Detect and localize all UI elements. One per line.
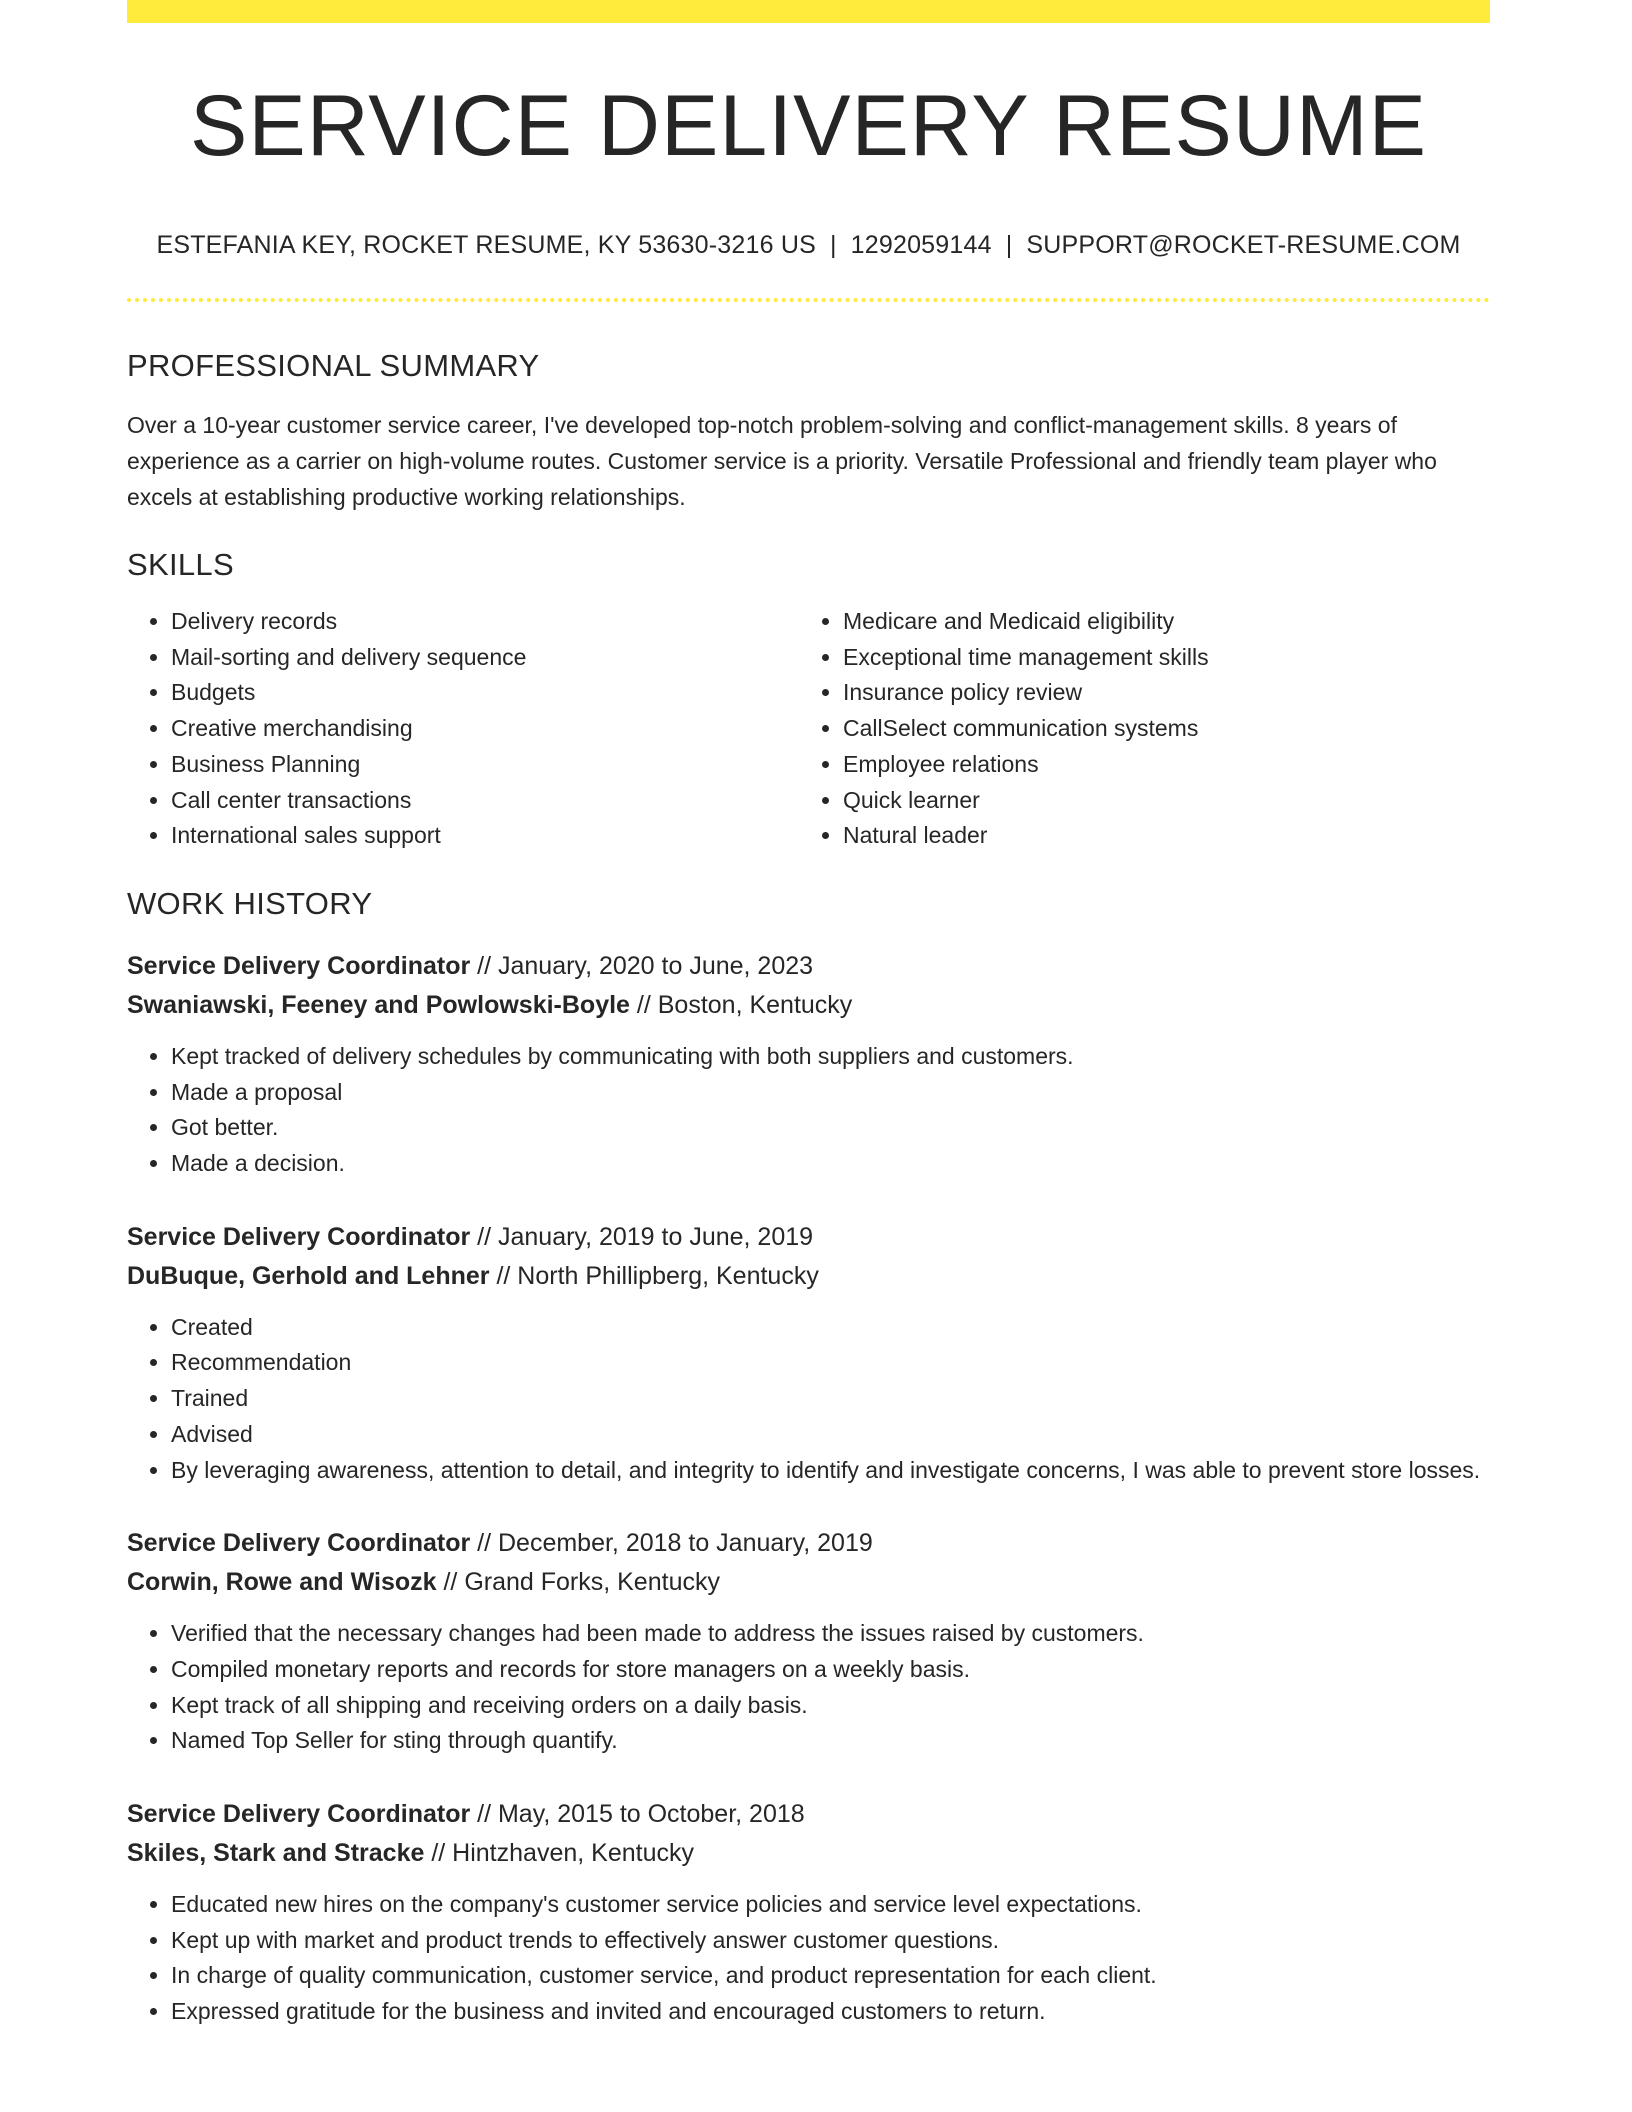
skill-item: • Exceptional time management skills: [843, 640, 1471, 676]
job-company-line: [127, 986, 1490, 1025]
skill-item: • Quick learner: [843, 783, 1471, 819]
skill-item: • CallSelect communication systems: [843, 711, 1471, 747]
work-history-heading: WORK HISTORY: [127, 885, 373, 921]
job-bullet: • Made a proposal: [171, 1075, 1490, 1111]
skill-item: • Business Planning: [171, 747, 799, 783]
skills-grid: [127, 604, 1490, 854]
job-bullet: • Trained: [171, 1381, 1490, 1417]
job-bullets: [127, 1616, 1490, 1759]
skills-right-column: [799, 604, 1471, 854]
skills-heading: SKILLS: [127, 547, 234, 582]
summary-text: Over a 10-year customer service career, I've developed top-notch problem-solving and conflict-management skills. 8 years of experience as a carrier on high-volume routes. Customer service is a priority. Versatile Professional and friendly team player who excels at establishing productive working relationships.: [127, 412, 1437, 510]
job-company: DuBuque, Gerhold and Lehner: [127, 1261, 490, 1290]
contact-separator: |: [1005, 231, 1013, 259]
contact-phone: 1292059144: [850, 231, 992, 259]
job-dates: // January, 2020 to June, 2023: [470, 951, 814, 980]
job-entry: [127, 1218, 1490, 1489]
job-dates: // January, 2019 to June, 2019: [470, 1222, 814, 1251]
job-bullet: • Made a decision.: [171, 1146, 1490, 1182]
resume-title: SERVICE DELIVERY RESUME: [190, 78, 1427, 174]
skill-item: • Insurance policy review: [843, 675, 1471, 711]
skill-item: • Natural leader: [843, 818, 1471, 854]
job-bullet: • Recommendation: [171, 1345, 1490, 1381]
job-bullets: [127, 1887, 1490, 2030]
job-bullet: • Kept up with market and product trends to effectively answer customer questions.: [171, 1923, 1490, 1959]
job-bullet: • Expressed gratitude for the business and invited and encouraged customers to return.: [171, 1994, 1490, 2030]
resume-page: [127, 0, 1490, 2030]
job-title: Service Delivery Coordinator: [127, 1529, 471, 1558]
job-bullet: • In charge of quality communication, customer service, and product representation for each client.: [171, 1958, 1490, 1994]
job-company: Skiles, Stark and Stracke: [127, 1839, 425, 1868]
job-company: Swaniawski, Feeney and Powlowski-Boyle: [127, 990, 630, 1019]
skill-item: • Mail-sorting and delivery sequence: [171, 640, 799, 676]
dotted-divider: [127, 298, 1490, 302]
job-entry: [127, 1524, 1490, 1759]
job-bullet: • Compiled monetary reports and records for store managers on a weekly basis.: [171, 1652, 1490, 1688]
job-bullet: • Kept track of all shipping and receiving orders on a daily basis.: [171, 1688, 1490, 1724]
job-title-line: [127, 1524, 1490, 1563]
skill-item: • Employee relations: [843, 747, 1471, 783]
job-bullet: • Verified that the necessary changes had been made to address the issues raised by customers.: [171, 1616, 1490, 1652]
skills-left-column: [127, 604, 799, 854]
job-dates: // December, 2018 to January, 2019: [470, 1529, 873, 1558]
job-company-line: [127, 1563, 1490, 1602]
skill-item: • Call center transactions: [171, 783, 799, 819]
summary-heading: PROFESSIONAL SUMMARY: [127, 348, 540, 383]
job-title-line: [127, 1795, 1490, 1834]
skill-item: • Medicare and Medicaid eligibility: [843, 604, 1471, 640]
job-entry: [127, 1795, 1490, 2030]
contact-line: [127, 233, 1490, 258]
skill-item: • International sales support: [171, 818, 799, 854]
job-location: // Boston, Kentucky: [629, 990, 853, 1019]
job-bullet: • By leveraging awareness, attention to detail, and integrity to identify and investigate concerns, I was able to prevent store losses.: [171, 1453, 1490, 1489]
job-bullet: • Got better.: [171, 1110, 1490, 1146]
skill-item: • Budgets: [171, 675, 799, 711]
job-bullet: • Named Top Seller for sting through quantify.: [171, 1723, 1490, 1759]
job-location: // Grand Forks, Kentucky: [436, 1568, 720, 1597]
job-dates: // May, 2015 to October, 2018: [470, 1800, 805, 1829]
job-bullets: [127, 1039, 1490, 1182]
job-company-line: [127, 1834, 1490, 1873]
contact-separator: |: [829, 231, 837, 259]
contact-address: ESTEFANIA KEY, ROCKET RESUME, KY 53630-3216 US: [156, 231, 816, 259]
job-entry: [127, 947, 1490, 1182]
job-bullet: • Advised: [171, 1417, 1490, 1453]
skill-item: • Creative merchandising: [171, 711, 799, 747]
job-bullets: [127, 1310, 1490, 1489]
job-title-line: [127, 947, 1490, 986]
job-title: Service Delivery Coordinator: [127, 1222, 471, 1251]
job-location: // North Phillipberg, Kentucky: [489, 1261, 819, 1290]
job-bullet: • Created: [171, 1310, 1490, 1346]
contact-email: SUPPORT@ROCKET-RESUME.COM: [1026, 231, 1461, 259]
skill-item: • Delivery records: [171, 604, 799, 640]
accent-top-bar: [127, 0, 1490, 23]
job-location: // Hintzhaven, Kentucky: [424, 1839, 694, 1868]
job-bullet: • Educated new hires on the company's customer service policies and service level expectations.: [171, 1887, 1490, 1923]
job-company: Corwin, Rowe and Wisozk: [127, 1568, 437, 1597]
job-title-line: [127, 1218, 1490, 1257]
job-company-line: [127, 1257, 1490, 1296]
job-title: Service Delivery Coordinator: [127, 1800, 471, 1829]
job-bullet: • Kept tracked of delivery schedules by communicating with both suppliers and customers.: [171, 1039, 1490, 1075]
job-title: Service Delivery Coordinator: [127, 951, 471, 980]
